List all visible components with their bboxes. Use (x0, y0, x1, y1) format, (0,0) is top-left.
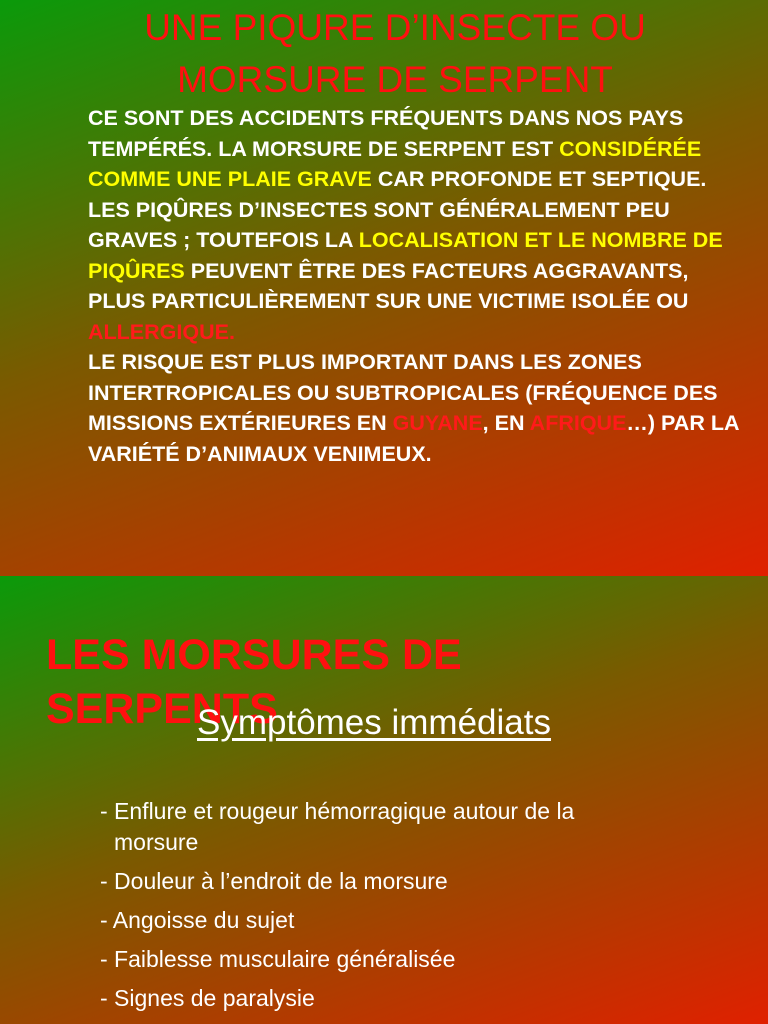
slide-2-title: LES MORSURES DE SERPENTS (46, 631, 462, 733)
list-item-continuation: morsure (114, 829, 199, 855)
highlight-text: LOCALISATION ET LE NOMBRE DE PIQÛRES (88, 228, 723, 283)
paragraph-2 (88, 347, 748, 469)
red-text: GUYANE (392, 411, 483, 435)
slide-2-subtitle: Symptômes immédiats (197, 703, 551, 742)
list-item: - Signes de paralysie (100, 985, 315, 1011)
text-run: CAR PROFONDE ET SEPTIQUE. LES PIQÛRES D’INSECTES SONT GÉNÉRALEMENT PEU GRAVES ; TOUTEFOIS LA (88, 167, 707, 252)
red-text: AFRIQUE (529, 411, 627, 435)
red-text: ALLERGIQUE. (88, 319, 235, 344)
symptom-list (100, 796, 700, 1022)
text-run: PEUVENT ÊTRE DES FACTEURS AGGRAVANTS, PLUS PARTICULIÈREMENT SUR UNE VICTIME ISOLÉE OU (88, 258, 689, 313)
text-run: LE RISQUE EST PLUS IMPORTANT DANS LES ZONES INTERTROPICALES OU SUBTROPICALES (FRÉQUENCE DES MISSIONS EXTÉRIEURES EN (88, 350, 718, 435)
list-item: - Faiblesse musculaire généralisée (100, 946, 456, 972)
highlight-text: CONSIDÉRÉE COMME UNE PLAIE GRAVE (88, 136, 702, 191)
slide-2 (0, 576, 768, 1024)
title-line-1: UNE PIQURE D’INSECTE OU (144, 7, 646, 48)
slide-1-body (88, 103, 748, 469)
list-item-line: - Enflure et rougeur hémorragique autour de la (100, 798, 575, 824)
list-item: - Douleur à l’endroit de la morsure (100, 868, 448, 894)
list-item (100, 796, 700, 858)
paragraph-1 (88, 103, 748, 347)
list-item: - Angoisse du sujet (100, 907, 295, 933)
title-line-2: MORSURE DE SERPENT (177, 59, 613, 100)
text-run: , EN (482, 411, 530, 435)
text-run: …) PAR LA VARIÉTÉ D’ANIMAUX VENIMEUX. (88, 411, 739, 466)
slide-1-title (0, 2, 768, 106)
text-run: CE SONT DES ACCIDENTS FRÉQUENTS DANS NOS PAYS TEMPÉRÉS. LA MORSURE DE SERPENT EST (88, 106, 684, 161)
